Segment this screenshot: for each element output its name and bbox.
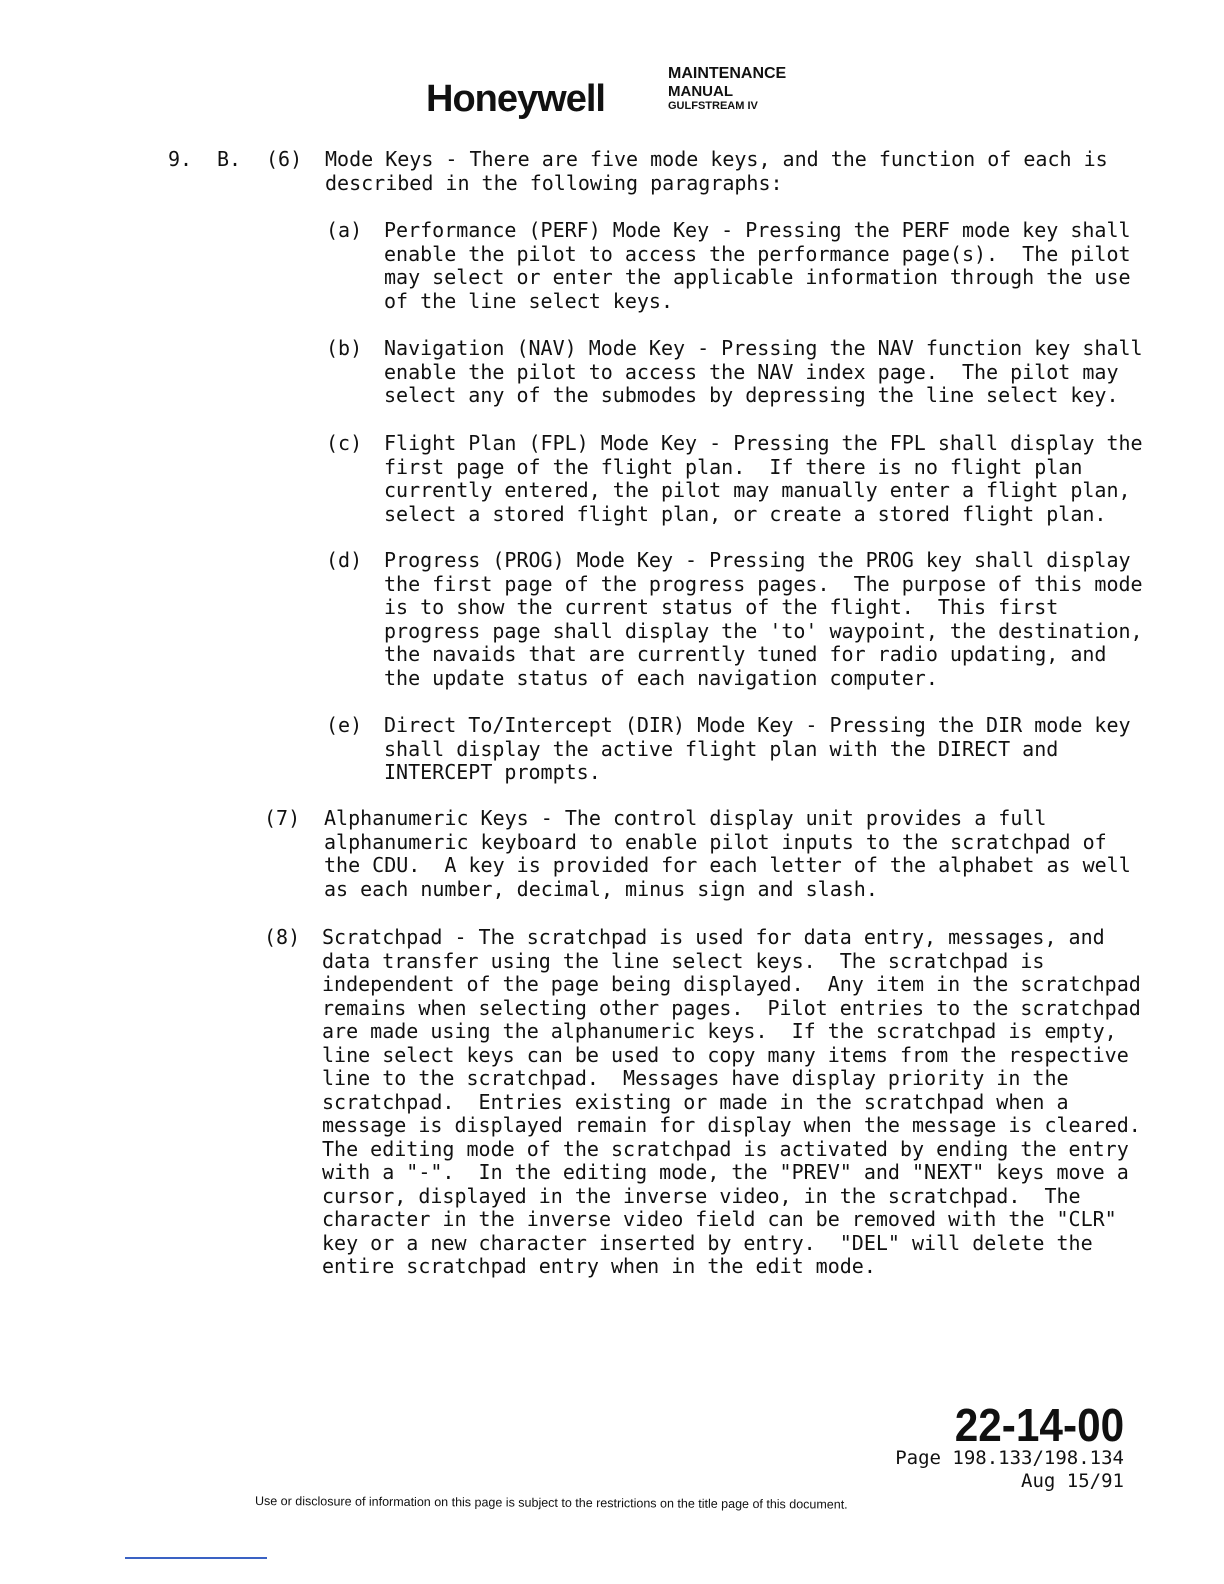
sub-c-text: Flight Plan (FPL) Mode Key - Pressing the FPL shall display the first page of the flight plan. If there is no flight plan currently entered, the pilot may manually enter a flight plan, select a stored flight plan, or create a stored flight plan.: [384, 431, 1143, 526]
restriction-notice: Use or disclosure of information on this page is subject to the restrictions on the title page of this document.: [254, 1494, 848, 1512]
sub-b-text: Navigation (NAV) Mode Key - Pressing the NAV function key shall enable the pilot to access the NAV index page. The pilot may select any of the submodes by depressing the line select key.: [384, 336, 1143, 407]
sub-a-label: (a): [326, 218, 363, 242]
sub-e-text: Direct To/Intercept (DIR) Mode Key - Pressing the DIR mode key shall display the active flight plan with the DIRECT and INTERCEPT prompts.: [384, 713, 1131, 784]
item-6-text: Mode Keys - There are five mode keys, and the function of each is described in the following paragraphs:: [325, 147, 1108, 195]
item-6-label: (6): [266, 147, 303, 171]
revision-date: Aug 15/91: [1021, 1470, 1124, 1492]
manual-title-line2: MANUAL: [668, 83, 733, 100]
bottom-rule: [125, 1557, 267, 1559]
sub-e-label: (e): [326, 713, 363, 737]
page-number: Page 198.133/198.134: [895, 1447, 1124, 1469]
section-code: 22-14-00: [954, 1399, 1124, 1451]
section-number: 9.: [168, 147, 193, 171]
sub-d-label: (d): [326, 548, 363, 572]
sub-d-text: Progress (PROG) Mode Key - Pressing the PROG key shall display the first page of the progress pages. The purpose of this mode is to show the current status of the flight. This first progress page shall display the 'to' waypoint, the destination, the navaids that are currently tuned for radio updating, and the update status of each navigation computer.: [384, 548, 1143, 690]
sub-b-label: (b): [326, 336, 363, 360]
item-7-text: Alphanumeric Keys - The control display unit provides a full alphanumeric keyboard to enable pilot inputs to the scratchpad of the CDU. A key is provided for each letter of the alphabet as well as each number, decimal, minus sign and slash.: [324, 806, 1131, 901]
section-letter: B.: [217, 147, 242, 171]
item-8-label: (8): [264, 925, 301, 949]
sub-c-label: (c): [326, 431, 363, 455]
sub-a-text: Performance (PERF) Mode Key - Pressing the PERF mode key shall enable the pilot to access the performance page(s). The pilot may select or enter the applicable information through the use of the line select keys.: [384, 218, 1131, 313]
manual-title-line1: MAINTENANCE: [668, 65, 787, 82]
item-7-label: (7): [264, 806, 301, 830]
manual-title-line3: GULFSTREAM IV: [668, 100, 758, 112]
item-8-text: Scratchpad - The scratchpad is used for data entry, messages, and data transfer using the line select keys. The scratchpad is independent of the page being displayed. Any item in the scratchpad remains when selecting other pages. Pilot entries to the scratchpad are made using the alphanumeric keys. If the scratchpad is empty, line select keys can be used to copy many items from the respective line to the scratchpad. Messages have display priority in the scratchpad. Entries existing or made in the scratchpad when a message is displayed remain for display when the message is cleared. The editing mode of the scratchpad is activated by ending the entry with a "-". In the editing mode, the "PREV" and "NEXT" keys move a cursor, displayed in the inverse video, in the scratchpad. The character in the inverse video field can be removed with the "CLR" key or a new character inserted by entry. "DEL" will delete the entire scratchpad entry when in the edit mode.: [322, 925, 1141, 1278]
honeywell-logo: Honeywell: [426, 78, 605, 120]
